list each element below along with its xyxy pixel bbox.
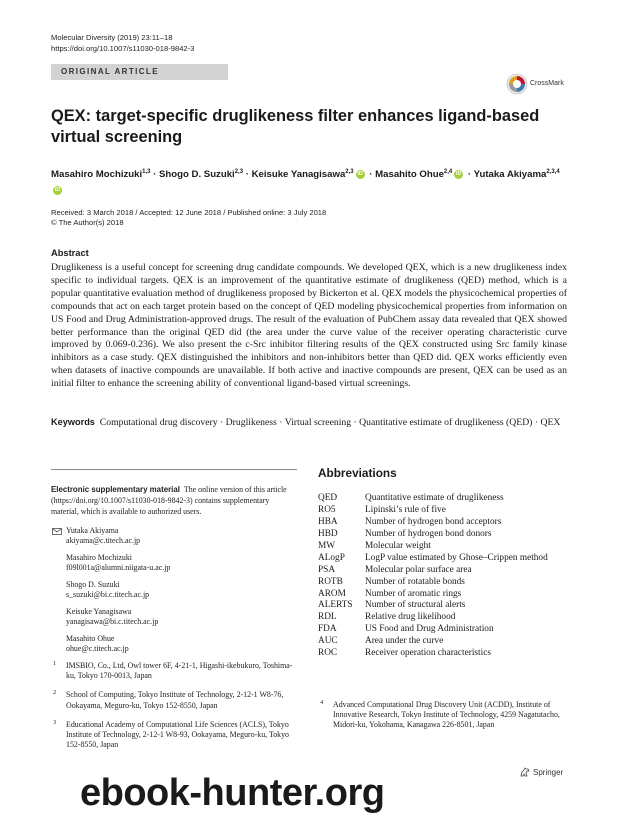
author-list bbox=[51, 164, 571, 199]
abbreviation-definition: Number of hydrogen bond acceptors bbox=[365, 516, 502, 527]
abbreviation-row bbox=[318, 577, 578, 589]
correspondent-name: Keisuke Yanagisawa bbox=[66, 607, 132, 616]
correspondent-name: Masahito Ohue bbox=[66, 634, 115, 643]
correspondence-list bbox=[51, 526, 297, 661]
abbreviation-definition: Relative drug likelihood bbox=[365, 612, 456, 623]
abbreviation-definition: Molecular weight bbox=[365, 540, 431, 551]
supplementary-link[interactable]: https://doi.org/10.1007/s11030-018-9842-3 bbox=[53, 495, 190, 505]
abbreviation-row bbox=[318, 648, 578, 660]
abbreviation-definition: Number of rotatable bonds bbox=[365, 576, 465, 587]
abbreviation-term: ALERTS bbox=[318, 600, 353, 611]
abbreviation-definition: Lipinski’s rule of five bbox=[365, 504, 446, 515]
envelope-icon bbox=[52, 528, 62, 535]
abbreviation-term: PSA bbox=[318, 564, 336, 575]
copyright-notice: © The Author(s) 2018 bbox=[51, 218, 124, 227]
author-affiliation-sup: 2,3 bbox=[345, 169, 354, 175]
author-separator: · bbox=[366, 169, 376, 181]
abbreviation-term: HBA bbox=[318, 516, 338, 527]
affiliation-item bbox=[51, 720, 297, 751]
abbreviation-definition: LogP value estimated by Ghose–Crippen method bbox=[365, 552, 548, 563]
keywords-label: Keywords bbox=[51, 417, 95, 427]
correspondent-name: Yutaka Akiyama bbox=[66, 526, 119, 535]
affiliation-number: 2 bbox=[53, 689, 57, 697]
article-title: QEX: target-specific druglikeness filter enhances ligand-based virtual screening bbox=[51, 107, 540, 146]
publication-dates: Received: 3 March 2018 / Accepted: 12 June 2018 / Published online: 3 July 2018 bbox=[51, 208, 327, 217]
correspondent-email[interactable]: akiyama@c.titech.ac.jp bbox=[66, 536, 141, 546]
abbreviation-term: RDL bbox=[318, 612, 337, 623]
abbreviation-row bbox=[318, 624, 578, 636]
author-name: Masahiro Mochizuki bbox=[51, 169, 143, 181]
author-separator: · bbox=[465, 169, 474, 181]
abstract-body: Druglikeness is a useful concept for screening drug candidate compounds. We developed QEX, which is a new druglikeness index specific to individual targets. QEX is an improvement of the quantitative estimate of druglikeness (QED) method, which is a popular quantitative evaluation method of druglikeness proposed by Bickerton et al. QEX models the physicochemical properties of compounds that act on each target protein based on the concept of QED modeling physicochemical properties from information on US Food and Drug Administration-approved drugs. The result of the evaluation of PubChem assay data revealed that QEX showed better performance than the original QED did (the area under the curve value of the receiver operating characteristic curve improved by 0.069-0.236). We also present the c-Src inhibitor filtering results of the QEX constructed using Src family kinase inhibitors as a case study. QEX distinguished the inhibitors and non-inhibitors better than QED did. QEX works efficiently even when datasets of inactive compounds are unavailable. If both active and inactive compounds are present, QEX can be used as an initial filter to enhance the screening ability of conventional ligand-based virtual screenings. bbox=[51, 262, 567, 390]
doi-link[interactable]: https://doi.org/10.1007/s11030-018-9842-3 bbox=[51, 44, 195, 53]
abbreviation-term: QED bbox=[318, 493, 338, 503]
affiliation-number: 3 bbox=[53, 718, 57, 726]
correspondence-entry bbox=[51, 580, 297, 600]
supplementary-note bbox=[51, 485, 297, 517]
publisher-name: Springer bbox=[533, 767, 564, 777]
correspondence-entry bbox=[51, 553, 297, 573]
abbreviation-definition: US Food and Drug Administration bbox=[365, 624, 494, 635]
journal-citation: Molecular Diversity (2019) 23:11–18 bbox=[51, 33, 173, 42]
abbreviation-row bbox=[318, 612, 578, 624]
affiliation-number: 4 bbox=[320, 699, 324, 706]
author-name: Masahito Ohue bbox=[375, 169, 444, 181]
correspondent-name: Masahiro Mochizuki bbox=[66, 553, 132, 562]
crossmark-label: CrossMark bbox=[530, 80, 564, 87]
affiliation-text: Advanced Computational Drug Discovery Unit (ACDD), Institute of Innovative Research, Tokyo Institute of Technology, 4259 Nagatutacho, Midori-ku, Yokohama, Kanagawa 226-8501, Japan bbox=[333, 700, 560, 730]
supplementary-label: Electronic supplementary material bbox=[51, 485, 180, 494]
author-name: Yutaka Akiyama bbox=[473, 169, 547, 181]
abbreviation-definition: Area under the curve bbox=[365, 636, 444, 647]
abbreviation-term: MW bbox=[318, 540, 336, 551]
affiliation-text: IMSBIO, Co., Ltd, Owl tower 6F, 4-21-1, Higashi-ikebukuro, Toshima-ku, Tokyo 170-0013, Japan bbox=[66, 661, 293, 681]
abbreviation-term: ROC bbox=[318, 648, 338, 659]
affiliation-right bbox=[318, 700, 576, 740]
keywords-list: Computational drug discovery · Druglikeness · Virtual screening · Quantitative estimate of druglikeness (QED) · QEX bbox=[99, 417, 561, 428]
correspondent-email[interactable]: f09l001a@alumni.niigata-u.ac.jp bbox=[66, 563, 171, 573]
abbreviations-heading: Abbreviations bbox=[318, 466, 397, 480]
affiliation-item bbox=[51, 661, 297, 681]
affiliations-left bbox=[51, 661, 297, 759]
abbreviation-row bbox=[318, 636, 578, 648]
correspondence-entry bbox=[51, 526, 297, 546]
affiliation-item bbox=[51, 690, 297, 710]
crossmark-badge[interactable] bbox=[506, 73, 570, 99]
watermark-text: ebook-hunter.org bbox=[80, 772, 385, 814]
correspondence-entry bbox=[51, 607, 297, 627]
abbreviation-definition: Molecular polar surface area bbox=[365, 564, 472, 575]
orcid-icon[interactable]: iD bbox=[456, 171, 462, 178]
abbreviation-definition: Number of aromatic rings bbox=[365, 588, 462, 599]
author-affiliation-sup: 2,4 bbox=[443, 169, 453, 175]
author-affiliation-sup: 2,3 bbox=[234, 169, 244, 175]
author-name: Keisuke Yanagisawa bbox=[251, 169, 346, 181]
correspondent-email[interactable]: ohue@c.titech.ac.jp bbox=[66, 644, 129, 654]
publisher-logo bbox=[519, 765, 563, 779]
abbreviation-row bbox=[318, 505, 578, 517]
author-affiliation-sup: 1,3 bbox=[142, 169, 151, 175]
author-affiliation-sup: 2,3,4 bbox=[546, 169, 560, 175]
abbreviation-row bbox=[318, 565, 578, 577]
abbreviation-term: HBD bbox=[318, 528, 338, 539]
abbreviation-row bbox=[318, 553, 578, 565]
article-type-banner: ORIGINAL ARTICLE bbox=[51, 64, 228, 80]
abbreviation-term: AUC bbox=[318, 636, 338, 647]
keywords-block bbox=[51, 416, 567, 429]
abbreviation-term: ROTB bbox=[318, 576, 343, 587]
correspondent-name: Shogo D. Suzuki bbox=[66, 580, 120, 589]
affiliation-number: 1 bbox=[53, 660, 57, 667]
abbreviation-definition: Quantitative estimate of druglikeness bbox=[365, 493, 504, 503]
abbreviation-definition: Receiver operation characteristics bbox=[365, 648, 491, 659]
abbreviation-term: ALogP bbox=[318, 552, 345, 563]
abbreviation-row bbox=[318, 517, 578, 529]
abbreviation-row bbox=[318, 541, 578, 553]
affiliation-text: School of Computing, Tokyo Institute of Technology, 2-12-1 W8-76, Ookayama, Meguro-ku, Tokyo 152-8550, Japan bbox=[66, 690, 284, 710]
correspondence-entry bbox=[51, 634, 297, 654]
affiliation-text: Educational Academy of Computational Life Sciences (ACLS), Tokyo Institute of Technology, 2-12-1 W8-93, Ookayama, Meguro-ku, Tokyo 152-8550, Japan bbox=[66, 719, 290, 750]
abbreviation-row bbox=[318, 589, 578, 601]
author-separator: · bbox=[150, 169, 160, 181]
column-divider bbox=[51, 469, 297, 470]
abbreviation-term: RO5 bbox=[318, 504, 336, 515]
abbreviation-definition: Number of structural alerts bbox=[365, 600, 466, 611]
abbreviations-table bbox=[318, 493, 578, 660]
correspondent-email[interactable]: yanagisawa@bi.c.titech.ac.jp bbox=[66, 617, 159, 627]
supplementary-text-pre: The online version of this article ( bbox=[51, 485, 287, 505]
author-name: Shogo D. Suzuki bbox=[159, 169, 235, 181]
supplementary-text-post: ) contains supplementary material, which is available to authorized users. bbox=[51, 495, 270, 516]
abbreviation-row bbox=[318, 600, 578, 612]
crossmark-icon bbox=[506, 73, 528, 95]
abstract-heading: Abstract bbox=[51, 248, 89, 258]
correspondent-email[interactable]: s_suzuki@bi.c.titech.ac.jp bbox=[66, 590, 150, 600]
abbreviation-row bbox=[318, 529, 578, 541]
springer-horse-icon bbox=[519, 766, 531, 778]
orcid-icon[interactable]: iD bbox=[54, 187, 61, 194]
abbreviation-row bbox=[318, 493, 578, 505]
abbreviation-term: AROM bbox=[318, 588, 346, 599]
author-separator: · bbox=[243, 169, 252, 181]
affiliation-item bbox=[318, 700, 576, 731]
abbreviation-definition: Number of hydrogen bond donors bbox=[365, 528, 492, 539]
orcid-icon[interactable]: iD bbox=[357, 171, 363, 178]
abbreviation-term: FDA bbox=[318, 624, 337, 635]
